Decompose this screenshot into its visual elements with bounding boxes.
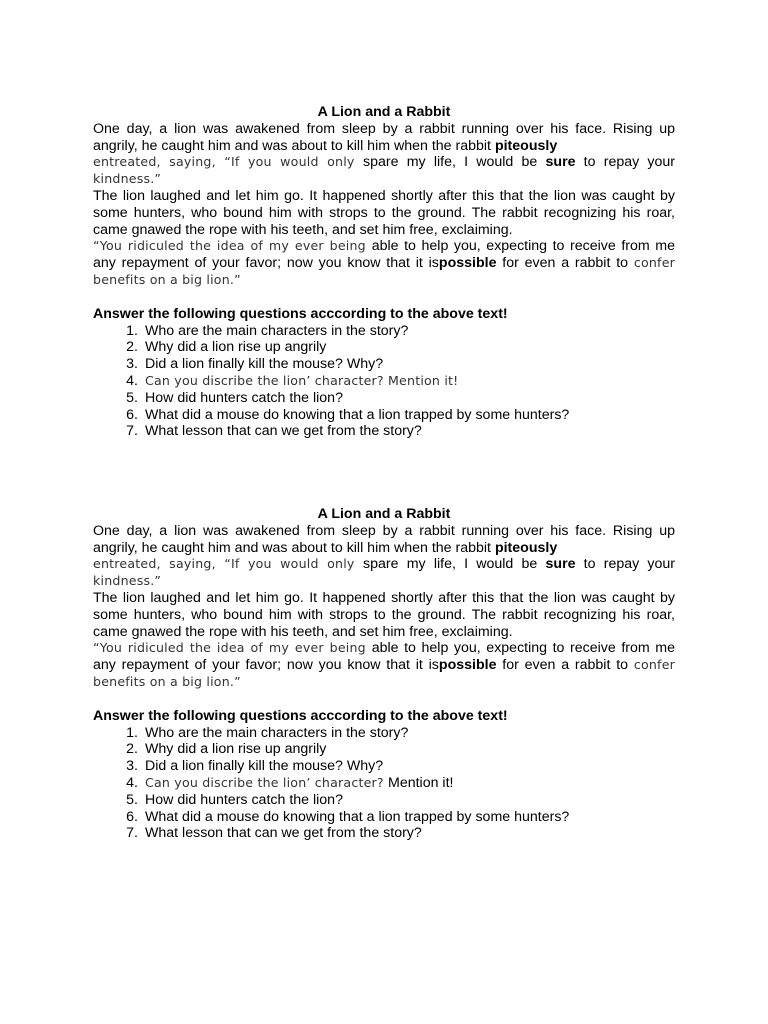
questions-list [93,725,675,843]
story-paragraph-1 [93,523,675,590]
question-number: 6. [126,808,138,825]
story-text: One day, a lion was awakened from sleep by a rabbit running over his face. Rising up angrily, he caught him and was about to kill him when the rabbit [93,120,675,154]
story-paragraph-1 [93,121,675,188]
question-text: Who are the main characters in the story? [145,724,409,741]
story-light-text: kindness.” [93,171,162,187]
question-number: 6. [126,406,138,423]
question-number: 2. [126,339,138,356]
story-bold-word: possible [438,255,497,272]
question-item [93,356,675,373]
question-text: How did hunters catch the lion? [145,389,343,406]
question-tail-text: Mention it! [388,774,454,791]
story-text: for even a rabbit to [496,255,634,272]
story-text: to repay your [575,154,676,171]
story-light-text: entreated, saying, “If you would only [93,154,364,170]
worksheet-1 [93,104,675,440]
question-text: What lesson that can we get from the story? [145,825,422,842]
story-text: able to help you, expecting to receive from me any repayment of your favor; now you know that it is [93,640,676,674]
question-text: Why did a lion rise up angrily [145,741,327,758]
story-bold-word: sure [545,556,576,573]
story-paragraph-3 [93,640,675,690]
question-text: Who are the main characters in the story? [145,322,409,339]
story-bold-word: piteously [494,137,558,154]
question-number: 7. [126,423,138,440]
question-item [93,323,675,340]
story-paragraph-3 [93,238,675,288]
question-item [93,825,675,842]
questions-list [93,323,675,441]
question-text: Why did a lion rise up angrily [145,339,327,356]
question-number: 2. [126,741,138,758]
story-text: for even a rabbit to [496,657,634,674]
story-text: to repay your [575,556,676,573]
spacer [93,289,675,306]
question-text: What did a mouse do knowing that a lion trapped by some hunters? [145,406,570,423]
question-text: Can you discribe the lion’ character? Mention it! [145,372,459,388]
question-number: 3. [126,758,138,775]
question-item [93,373,675,390]
question-text: Did a lion finally kill the mouse? Why? [145,758,384,775]
story-bold-word: piteously [494,539,558,556]
question-text: Did a lion finally kill the mouse? Why? [145,356,384,373]
question-item [93,423,675,440]
story-text: One day, a lion was awakened from sleep by a rabbit running over his face. Rising up angrily, he caught him and was about to kill him when the rabbit [93,522,675,556]
question-number: 3. [126,356,138,373]
story-light-text: confer benefits on a big lion.” [93,255,676,287]
story-light-text: kindness.” [93,573,162,589]
question-text: What lesson that can we get from the story? [145,423,422,440]
question-item [93,809,675,826]
question-item [93,725,675,742]
story-paragraph-2: The lion laughed and let him go. It happened shortly after this that the lion was caught by some hunters, who bound him with strops to the ground. The rabbit recognizing his roar, came gnawed the rope with his teeth, and set him free, exclaiming. [93,589,675,640]
story-title: A Lion and a Rabbit [317,506,451,522]
question-number: 1. [126,724,138,741]
question-number: 4. [126,774,138,791]
questions-heading: Answer the following questions acccording to the above text! [93,707,508,724]
spacer [93,691,675,708]
question-item [93,741,675,758]
story-light-text: confer benefits on a big lion.” [93,657,676,689]
question-text: How did hunters catch the lion? [145,791,343,808]
questions-heading: Answer the following questions acccording to the above text! [93,305,508,322]
story-light-text: entreated, saying, “If you would only [93,556,364,572]
question-item [93,758,675,775]
story-bold-word: possible [438,657,497,674]
question-number: 5. [126,389,138,406]
question-number: 4. [126,372,138,389]
story-bold-word: sure [545,154,576,171]
story-title: A Lion and a Rabbit [317,104,451,120]
story-text: spare my life, I would be [363,154,546,171]
question-text: What did a mouse do knowing that a lion trapped by some hunters? [145,808,570,825]
question-item [93,775,675,792]
story-light-text: “You ridiculed the idea of my ever being [93,238,372,254]
story-text: spare my life, I would be [363,556,546,573]
story-light-text: “You ridiculed the idea of my ever being [93,640,372,656]
question-item [93,339,675,356]
worksheet-2 [93,506,675,842]
question-light-text: Can you discribe the lion’ character? [145,774,388,790]
question-item [93,390,675,407]
question-number: 1. [126,322,138,339]
question-text [138,775,453,792]
question-number: 7. [126,825,138,842]
question-item [93,407,675,424]
story-text: able to help you, expecting to receive from me any repayment of your favor; now you know that it is [93,238,676,272]
question-item [93,792,675,809]
question-number: 5. [126,791,138,808]
story-paragraph-2: The lion laughed and let him go. It happened shortly after this that the lion was caught by some hunters, who bound him with strops to the ground. The rabbit recognizing his roar, came gnawed the rope with his teeth, and set him free, exclaiming. [93,187,675,238]
